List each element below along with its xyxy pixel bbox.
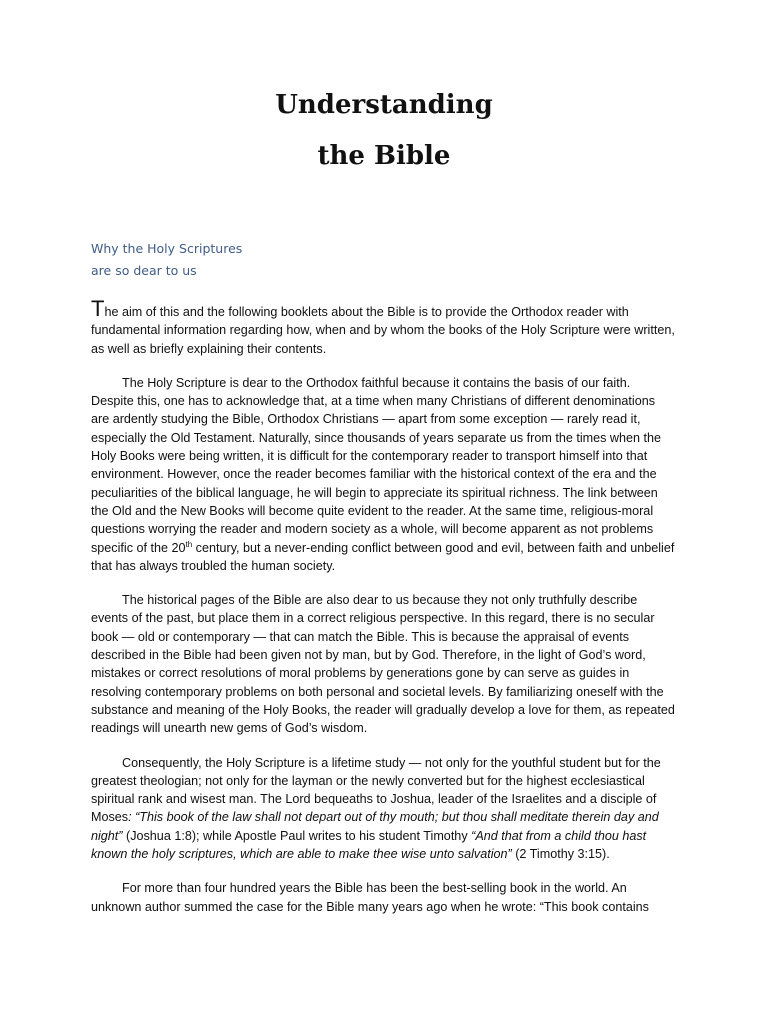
paragraph-4-text-a: Consequently, the Holy Scripture is a lifetime study — not only for the youthful student but for the greatest theologian; not only for the layman or the newly converted but for the highest ecclesiastical spiritual rank and wisest man. The Lord bequeaths to Joshua, leader of the Israelites and a disciple of Moses <box>91 755 661 825</box>
paragraph-4-text-c: (2 Timothy 3:15). <box>511 847 610 862</box>
subtitle <box>91 238 242 282</box>
paragraph-3-text: The historical pages of the Bible are also dear to us because they not only truthfully describe events of the past, but place them in a correct religious perspective. In this regard, there is no secular book — old or contemporary — that can match the Bible. This is because the appraisal of events described in the Bible had been given not by man, but by God. Therefore, in the light of God’s word, mistakes or correct resolutions of moral problems by generations gone by can serve as guides in resolving contemporary problems on both personal and societal levels. By familiarizing oneself with the substance and meaning of the Holy Books, the reader will gradually develop a love for them, as repeated readings will unearth new gems of God’s wisdom. <box>91 593 675 736</box>
paragraph-4 <box>91 754 676 864</box>
paragraph-1 <box>91 296 676 358</box>
subtitle-line-2: are so dear to us <box>91 263 197 278</box>
paragraph-3 <box>91 591 676 737</box>
drop-cap: T <box>91 296 105 321</box>
body-text <box>91 296 676 932</box>
quote-timothy: “And that from a child thou hast known the holy scriptures, which are able to make thee wise unto salvation” <box>91 828 647 862</box>
paragraph-2-text-a: The Holy Scripture is dear to the Orthodox faithful because it contains the basis of our faith. Despite this, one has to acknowledge that, at a time when many Christians of different denominations are ardently studying the Bible, Orthodox Christians — apart from some exception — rarely read it, especially the Old Testament. Naturally, since thousands of years separate us from the times when the Holy Books were being written, it is difficult for the contemporary reader to transport himself into that environment. However, once the reader becomes familiar with the historical context of the era and the peculiarities of the biblical language, he will begin to appreciate its spiritual richness. The link between the Old and the New Books will become quite evident to the reader. At the same time, religious-moral questions worrying the reader and modern society as a whole, will become apparent as not problems specific of the 20 <box>91 375 662 555</box>
paragraph-5-text: For more than four hundred years the Bible has been the best-selling book in the world. An unknown author summed the case for the Bible many years ago when he wrote: “This book contains <box>91 881 649 914</box>
paragraph-2-text-b: century, but a never-ending conflict between good and evil, between faith and unbelief that has always troubled the human society. <box>91 540 675 573</box>
subtitle-line-1: Why the Holy Scriptures <box>91 241 243 256</box>
paragraph-4-text-b: (Joshua 1:8); while Apostle Paul writes to his student Timothy <box>122 828 472 843</box>
paragraph-2 <box>91 374 676 575</box>
title-line-1: Understanding <box>275 90 493 120</box>
quote-joshua: : “This book of the law shall not depart out of thy mouth; but thou shall meditate therein day and night” <box>91 810 659 843</box>
superscript-th: th <box>185 539 193 549</box>
paragraph-5 <box>91 879 676 916</box>
title-line-2: the Bible <box>317 141 451 171</box>
paragraph-1-text: he aim of this and the following booklets about the Bible is to provide the Orthodox reader with fundamental information regarding how, when and by whom the books of the Holy Scripture were written, as well as briefly explaining their contents. <box>91 305 675 356</box>
